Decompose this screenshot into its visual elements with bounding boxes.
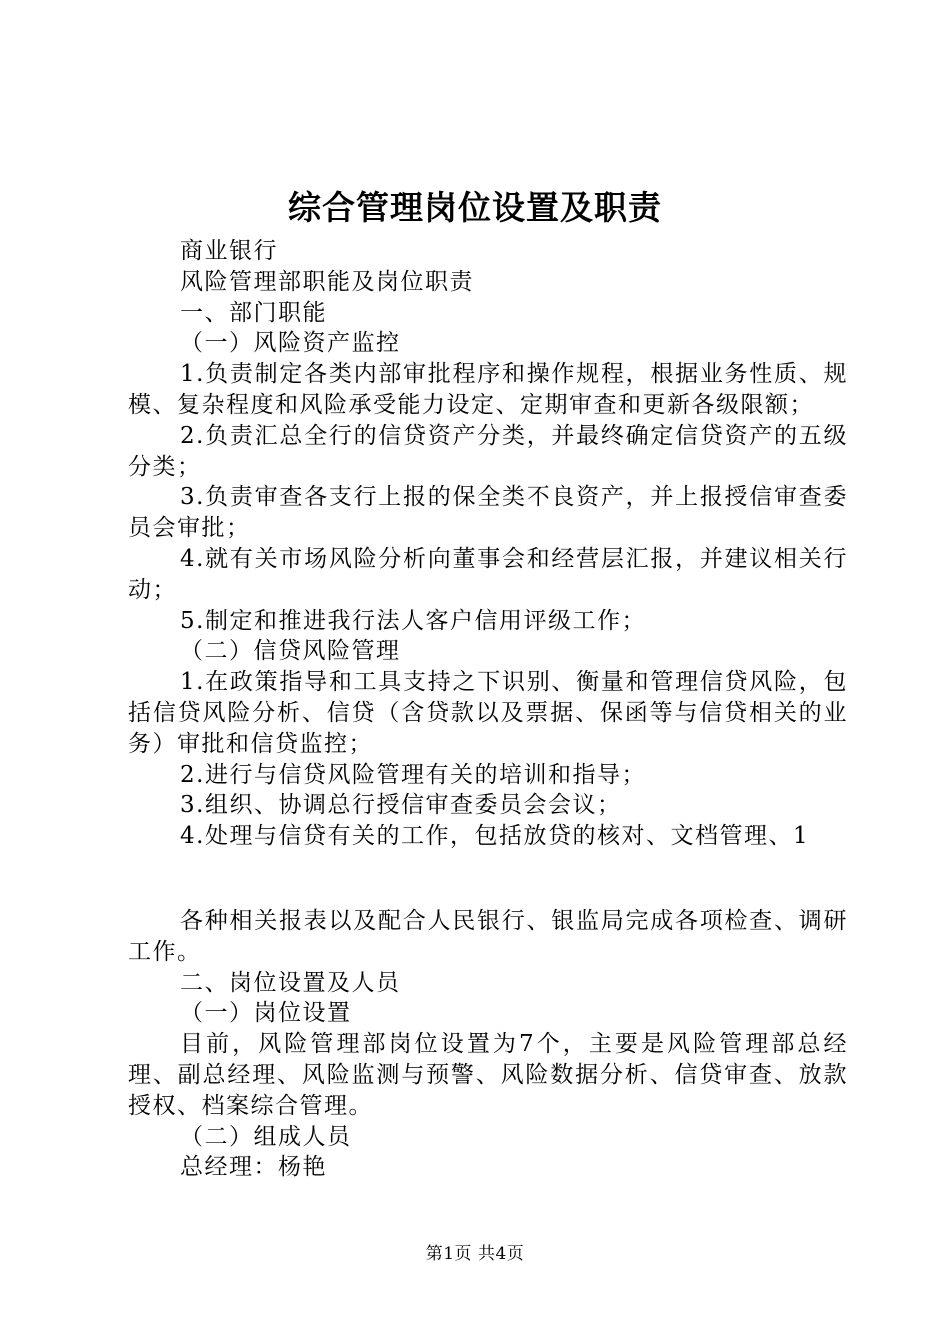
paragraph: 4.处理与信贷有关的工作，包括放贷的核对、文档管理、1 [180, 823, 810, 850]
paragraph: （二）组成人员 [180, 1123, 352, 1150]
paragraph: 1.负责制定各类内部审批程序和操作规程，根据业务性质、规模、复杂程度和风险承受能力设定、定期审查和更新各级限额； [128, 361, 848, 418]
paragraph: 3.组织、协调总行授信审查委员会会议； [180, 792, 622, 819]
paragraph: 5.制定和推进我行法人客户信用评级工作； [180, 607, 646, 634]
page-footer: 第1页 共4页 [425, 1244, 525, 1264]
paragraph: 2.进行与信贷风险管理有关的培训和指导； [180, 761, 646, 788]
paragraph: （一）风险资产监控 [180, 330, 401, 357]
paragraph: 3.负责审查各支行上报的保全类不良资产，并上报授信审查委员会审批； [128, 484, 848, 542]
body-section-1 [128, 236, 848, 852]
paragraph: 一、部门职能 [180, 299, 327, 326]
paragraph: 各种相关报表以及配合人民银行、银监局完成各项检查、调研工作。 [128, 908, 848, 965]
paragraph: 目前，风险管理部岗位设置为7个，主要是风险管理部总经理、副总经理、风险监测与预警、风险数据分析、信贷审查、放款授权、档案综合管理。 [128, 1031, 848, 1119]
paragraph: 二、岗位设置及人员 [180, 969, 401, 996]
paragraph: 2.负责汇总全行的信贷资产分类，并最终确定信贷资产的五级分类； [128, 422, 848, 480]
document-title: 综合管理岗位设置及职责 [288, 188, 662, 227]
paragraph: 商业银行 [180, 238, 278, 264]
paragraph: （一）岗位设置 [180, 1000, 352, 1027]
paragraph: 风险管理部职能及岗位职责 [180, 268, 474, 295]
body-section-2 [128, 906, 848, 1183]
paragraph: 1.在政策指导和工具支持之下识别、衡量和管理信贷风险，包括信贷风险分析、信贷（含贷款以及票据、保函等与信贷相关的业务）审批和信贷监控； [128, 669, 848, 757]
paragraph: 4.就有关市场风险分析向董事会和经营层汇报，并建议相关行动； [128, 545, 848, 603]
paragraph: 总经理：杨艳 [180, 1154, 327, 1181]
paragraph: （二）信贷风险管理 [180, 638, 401, 665]
